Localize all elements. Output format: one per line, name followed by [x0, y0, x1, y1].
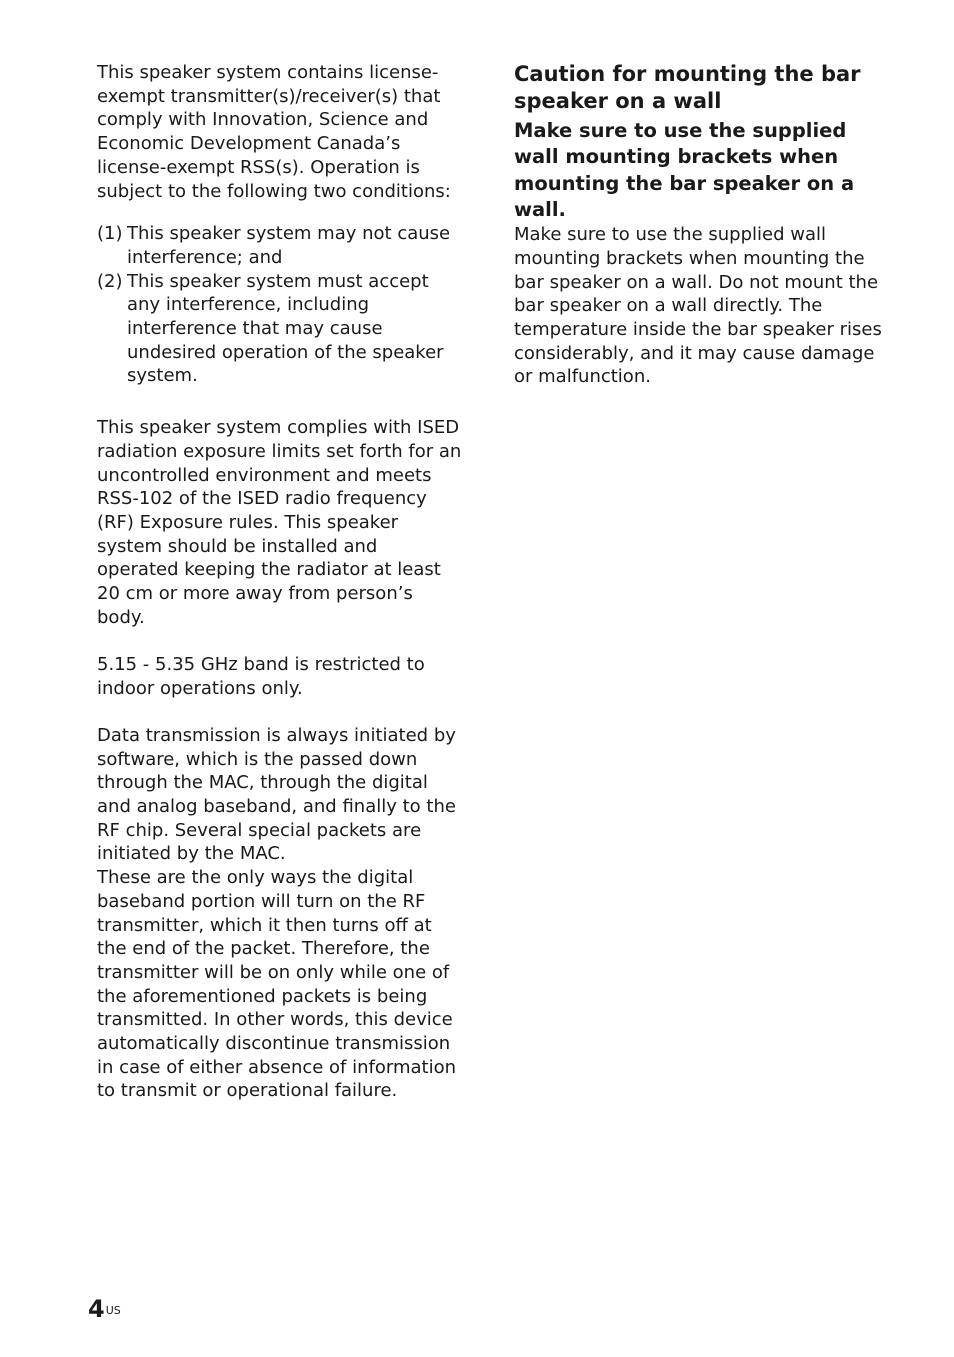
wall-mount-caution-subheading: Make sure to use the supplied wall mounting brackets when mounting the bar speaker on a wall. — [514, 119, 855, 221]
data-transmission-paragraph-continued: These are the only ways the digital baseband portion will turn on the RF transmitter, which it then turns off at the end of the packet. Therefore, the transmitter will be on only while one of the aforementioned packets is being transmitted. In other words, this device automatically discontinue transmission in case of either absence of information to transmit or operational failure. — [97, 867, 457, 1102]
condition-item — [97, 222, 462, 269]
condition-item — [97, 270, 462, 389]
data-transmission-paragraph: Data transmission is always initiated by software, which is the passed down through the MAC, through the digital and analog baseband, and finally to the RF chip. Several special packets are initiated by the MAC. — [97, 724, 456, 865]
condition-number: (2) — [97, 270, 123, 292]
page-number — [88, 1295, 121, 1323]
page-region-label: US — [105, 1304, 121, 1317]
page-number-value: 4 — [88, 1295, 105, 1323]
conditions-list — [97, 222, 462, 388]
right-column — [514, 61, 882, 389]
left-column — [97, 61, 462, 1103]
condition-text: This speaker system may not cause interference; and — [127, 223, 451, 268]
wall-mount-caution-heading: Caution for mounting the bar speaker on a wall — [514, 62, 861, 113]
condition-number: (1) — [97, 223, 123, 245]
wall-mount-caution-body: Make sure to use the supplied wall mounting brackets when mounting the bar speaker on a wall. Do not mount the bar speaker on a wall directly. The temperature inside the bar speaker rises considerably, and it may cause damage or malfunction. — [514, 224, 882, 388]
band-restriction-paragraph: 5.15 - 5.35 GHz band is restricted to indoor operations only. — [97, 653, 425, 699]
ised-exposure-paragraph: This speaker system complies with ISED radiation exposure limits set forth for an uncontrolled environment and meets RSS-102 of the ISED radio frequency (RF) Exposure rules. This speaker system should be installed and operated keeping the radiator at least 20 cm or more away from person’s body. — [97, 417, 462, 628]
condition-text: This speaker system must accept any interference, including interference that may cause undesired operation of the speaker system. — [127, 270, 444, 387]
license-exempt-paragraph: This speaker system contains license-exempt transmitter(s)/receiver(s) that comply with Innovation, Science and Economic Development Canada’s license-exempt RSS(s). Operation is subject to the following two conditions: — [97, 62, 451, 202]
